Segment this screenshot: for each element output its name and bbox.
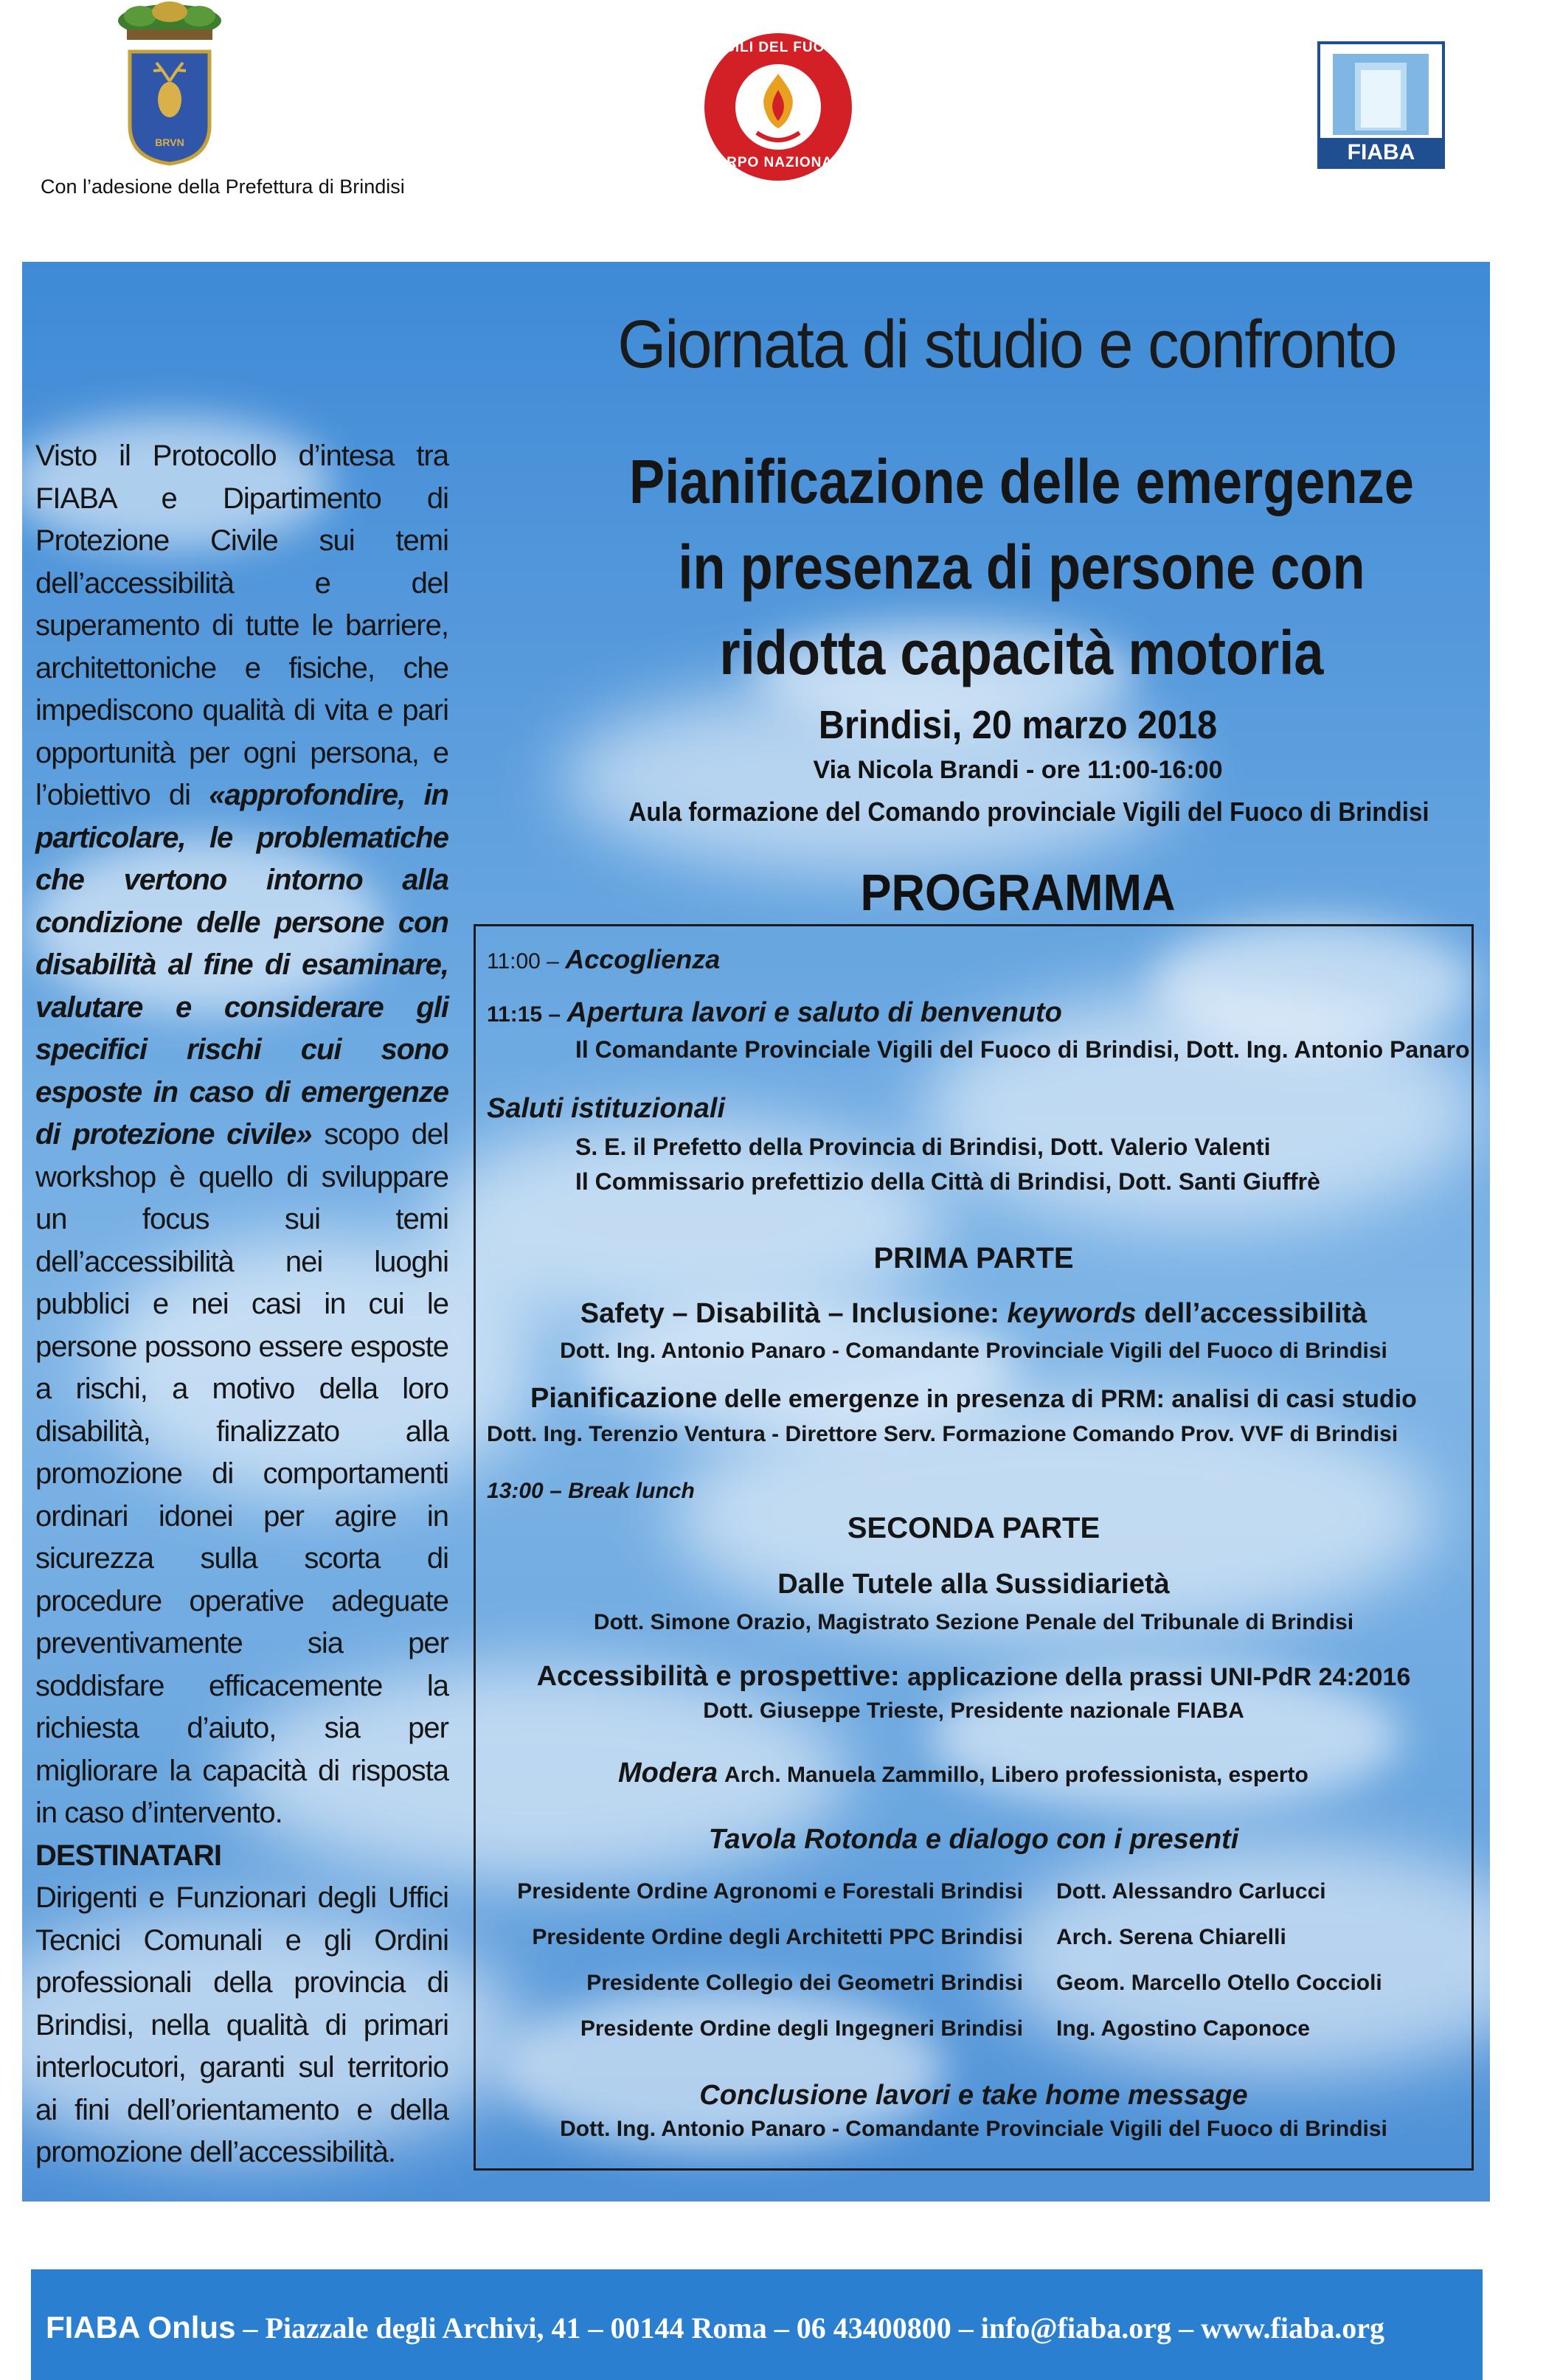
- roundtable-role: Presidente Ordine degli Ingegneri Brindisi: [580, 2016, 1023, 2041]
- talk-1-title-b: keywords: [1007, 1298, 1137, 1329]
- footer-email-link[interactable]: info@fiaba.org: [980, 2311, 1172, 2345]
- province-crest-logo: [111, 0, 229, 170]
- accoglienza-label: Accoglienza: [565, 944, 721, 974]
- apertura-label: Apertura lavori e saluto di benvenuto: [566, 997, 1062, 1028]
- saluti-label: Saluti istituzionali: [487, 1093, 726, 1124]
- fiaba-logo: [1317, 41, 1446, 170]
- modera-label: Modera: [618, 1758, 718, 1789]
- footer-bar: [31, 2269, 1483, 2380]
- prima-parte-heading: PRIMA PARTE: [873, 1242, 1074, 1274]
- talk-1-speaker: Dott. Ing. Antonio Panaro - Comandante Provinciale Vigili del Fuoco di Brindisi: [560, 1339, 1387, 1363]
- talk-3-speaker: Dott. Simone Orazio, Magistrato Sezione Penale del Tribunale di Brindisi: [593, 1610, 1354, 1634]
- fiaba-logo-text: FIABA: [1347, 140, 1415, 164]
- roundtable-name: Ing. Agostino Caponoce: [1056, 2016, 1310, 2041]
- break-lunch: 13:00 – Break lunch: [487, 1479, 695, 1503]
- program-apertura: [487, 997, 1062, 1029]
- vigili-del-fuoco-logo: [701, 30, 856, 184]
- tavola-rotonda-heading: Tavola Rotonda e dialogo con i presenti: [708, 1824, 1239, 1855]
- talk-4-speaker: Dott. Giuseppe Trieste, Presidente nazionale FIABA: [703, 1699, 1244, 1723]
- modera-line: [618, 1758, 1308, 1789]
- talk-4-title: [474, 1661, 1474, 1693]
- programma-heading: PROGRAMMA: [860, 864, 1176, 921]
- subtitle-line-3: ridotta capacità motoria: [719, 618, 1324, 687]
- saluti-speaker-1: S. E. il Prefetto della Provincia di Brindisi, Dott. Valerio Valenti: [575, 1134, 1271, 1160]
- vvf-top-text: VIGILI DEL FUOCO: [709, 40, 847, 55]
- talk-1-title: [474, 1298, 1474, 1330]
- intro-quote: «approfondire, in particolare, le problematiche che vertono intorno alla condizione delle persone con disabilità al fine di esaminare, valutare e considerare gli specifici rischi cui sono esposte in caso di emergenze di protezione civile»: [35, 779, 448, 1151]
- footer-contact-line: [46, 2310, 1384, 2345]
- subtitle-line-1: Pianificazione delle emergenze: [629, 447, 1414, 516]
- footer-separator: –: [1171, 2311, 1202, 2345]
- intro-text-column: [35, 435, 448, 2174]
- conclusione-title: Conclusione lavori e take home message: [699, 2080, 1248, 2111]
- footer-address: – Piazzale degli Archivi, 41 – 00144 Roma – 06 43400800 –: [235, 2311, 981, 2345]
- event-room: Aula formazione del Comando provinciale Vigili del Fuoco di Brindisi: [628, 797, 1429, 827]
- event-date: Brindisi, 20 marzo 2018: [818, 703, 1218, 747]
- roundtable-name: Arch. Serena Chiarelli: [1056, 1925, 1286, 1949]
- roundtable-name: Geom. Marcello Otello Coccioli: [1056, 1971, 1382, 1995]
- talk-4-title-b: :: [890, 1661, 908, 1692]
- accoglienza-time: 11:00 –: [487, 949, 566, 974]
- footer-website-link[interactable]: www.fiaba.org: [1201, 2311, 1384, 2345]
- seconda-parte-heading: SECONDA PARTE: [847, 1512, 1100, 1544]
- talk-2-speaker: Dott. Ing. Terenzio Ventura - Direttore Serv. Formazione Comando Prov. VVF di Brindisi: [487, 1422, 1398, 1446]
- talk-2-title-b: delle emergenze in presenza di PRM: analisi di casi studio: [717, 1385, 1417, 1413]
- destinatari-heading: DESTINATARI: [35, 1839, 221, 1872]
- roundtable-role: Presidente Collegio dei Geometri Brindisi: [586, 1971, 1023, 1995]
- subtitle-line-2: in presenza di persone con: [678, 532, 1365, 602]
- talk-2-title-a: Pianificazione: [530, 1383, 718, 1414]
- apertura-time: 11:15 –: [487, 1002, 567, 1027]
- talk-2-title: [474, 1383, 1474, 1415]
- event-title: Giornata di studio e confronto: [617, 307, 1396, 382]
- roundtable-name: Dott. Alessandro Carlucci: [1056, 1879, 1326, 1904]
- program-accoglienza: [487, 944, 720, 975]
- talk-1-title-a: Safety – Disabilità – Inclusione:: [580, 1298, 1008, 1329]
- vvf-bottom-text: CORPO NAZIONALE: [704, 155, 853, 170]
- modera-speaker: Arch. Manuela Zammillo, Libero professionista, esperto: [724, 1763, 1308, 1787]
- apertura-speaker: Il Comandante Provinciale Vigili del Fuoco di Brindisi, Dott. Ing. Antonio Panaro: [575, 1036, 1470, 1063]
- talk-4-title-a: Accessibilità e prospettive: [536, 1661, 891, 1692]
- event-subtitle: [580, 439, 1462, 695]
- adhesion-note: Con l’adesione della Prefettura di Brindisi: [41, 176, 405, 198]
- conclusione-speaker: Dott. Ing. Antonio Panaro - Comandante Provinciale Vigili del Fuoco di Brindisi: [560, 2117, 1387, 2141]
- saluti-speaker-2: Il Commissario prefettizio della Città di Brindisi, Dott. Santi Giuffrè: [575, 1168, 1320, 1195]
- talk-1-title-c: dell’accessibilità: [1136, 1298, 1367, 1329]
- footer-org-name: FIABA Onlus: [46, 2310, 236, 2345]
- talk-4-title-c: applicazione della prassi UNI-PdR 24:2016: [907, 1663, 1411, 1691]
- roundtable-role: Presidente Ordine degli Architetti PPC Brindisi: [532, 1925, 1023, 1949]
- talk-3-title: Dalle Tutele alla Sussidiarietà: [777, 1569, 1170, 1600]
- event-place: Via Nicola Brandi - ore 11:00-16:00: [813, 756, 1223, 784]
- crest-text: BRVN: [155, 136, 184, 148]
- roundtable-role: Presidente Ordine Agronomi e Forestali Brindisi: [517, 1879, 1023, 1904]
- intro-paragraph-start: Visto il Protocollo d’intesa tra FIABA e Dipartimento di Protezione Civile sui temi dell’accessibilità e del superamento di tutte le barriere, architettoniche e fisiche, che impediscono qualità di vita e pari opportunità per ogni persona, e l’obiettivo di: [35, 440, 448, 811]
- destinatari-text: Dirigenti e Funzionari degli Uffici Tecnici Comunali e gli Ordini professionali della provincia di Brindisi, nella qualità di primari interlocutori, garanti sul territorio ai fini dell’orientamento e della promozione dell’accessibilità.: [35, 1881, 448, 2168]
- intro-paragraph-end: scopo del workshop è quello di sviluppare un focus sui temi dell’accessibilità nei luoghi pubblici e nei casi in cui le persone possono essere esposte a rischi, a motivo della loro disabilità, finalizzato alla promozione di comportamenti ordinari idonei per agire in sicurezza sulla scorta di procedure operative adeguate preventivamente sia per soddisfare efficacemente la richiesta d’aiuto, sia per migliorare la capacità di risposta in caso d’intervento.: [35, 1118, 449, 1829]
